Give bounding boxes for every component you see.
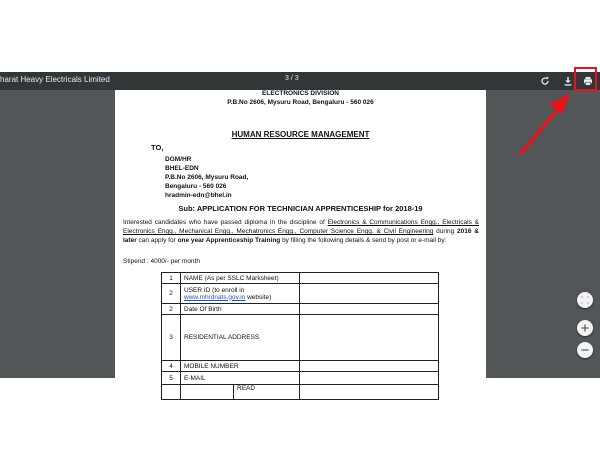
- value-cell: [300, 304, 439, 315]
- rotate-icon[interactable]: [538, 74, 552, 88]
- stipend-text: Stipend : 4000/- per month: [123, 258, 200, 265]
- department-title: HUMAN RESOURCE MANAGEMENT: [231, 130, 370, 139]
- print-button-highlight: [574, 67, 597, 91]
- table-row: 2 USER ID (to enroll in www.mhrdnats.gov.in website): [162, 284, 439, 304]
- header-division: ELECTRONICS DIVISION: [262, 90, 339, 97]
- address-line: DGM/HR: [165, 156, 192, 163]
- table-row: 2 Date Of Birth: [162, 304, 439, 315]
- table-row: 1 NAME (As per SSLC Marksheet): [162, 273, 439, 284]
- value-cell: [300, 372, 439, 385]
- address-line: P.B.No 2606, Mysuru Road,: [165, 174, 249, 181]
- zoom-in-icon[interactable]: [577, 320, 593, 336]
- disciplines-text: Electronics & Communications Engg., Electricals & Electronics Engg., Mechanical Engg., Mechatronics Engg., Computer Science Engg. & Civil Engineering: [123, 219, 479, 235]
- document-title: harat Heavy Electricals Limited: [0, 75, 110, 84]
- header-address: P.B.No 2606, Mysuru Road, Bengaluru - 560 026: [227, 99, 374, 106]
- table-row: 4 MOBILE NUMBER: [162, 361, 439, 372]
- program-text: one year Apprenticeship Training: [177, 237, 281, 244]
- value-cell: [300, 385, 439, 400]
- address-line: Bengaluru - 560 026: [165, 183, 227, 190]
- table-row: 5 E-MAIL: [162, 372, 439, 385]
- pdf-viewer[interactable]: [0, 72, 600, 392]
- to-label: TO,: [151, 143, 164, 152]
- page-indicator: 3 / 3: [285, 75, 299, 82]
- address-line: BHEL-EDN: [165, 165, 199, 172]
- read-cell: READ: [233, 385, 299, 399]
- value-cell: [300, 361, 439, 372]
- application-form-table: [161, 272, 439, 400]
- mhrdnats-link[interactable]: www.mhrdnats.gov.in: [184, 293, 246, 301]
- pdf-toolbar: [0, 72, 600, 90]
- body-paragraph: Interested candidates who have passed diploma in the discipline of Electronics & Communications Engg., Electricals & Electronics Engg., Mechanical Engg., Mechatronics Engg., Computer Science Engg. & Civil Engineering during 2016 & later can apply for one year Apprenticeship Training by filling the following details & send by post or e-mail by:: [123, 219, 479, 244]
- address-email: hradmin-edn@bhel.in: [165, 192, 232, 199]
- value-cell: [300, 315, 439, 361]
- download-icon[interactable]: [561, 74, 575, 88]
- subject-line: Sub: APPLICATION FOR TECHNICIAN APPRENTICESHIP for 2018-19: [178, 204, 423, 213]
- year-text: 2016 & later: [123, 228, 479, 244]
- table-row: 3 RESIDENTIAL ADDRESS: [162, 315, 439, 361]
- value-cell: [300, 273, 439, 284]
- pdf-page: [115, 90, 486, 392]
- fit-page-icon[interactable]: [577, 292, 593, 308]
- value-cell: [300, 284, 439, 304]
- table-row: [162, 385, 439, 400]
- zoom-out-icon[interactable]: [577, 342, 593, 358]
